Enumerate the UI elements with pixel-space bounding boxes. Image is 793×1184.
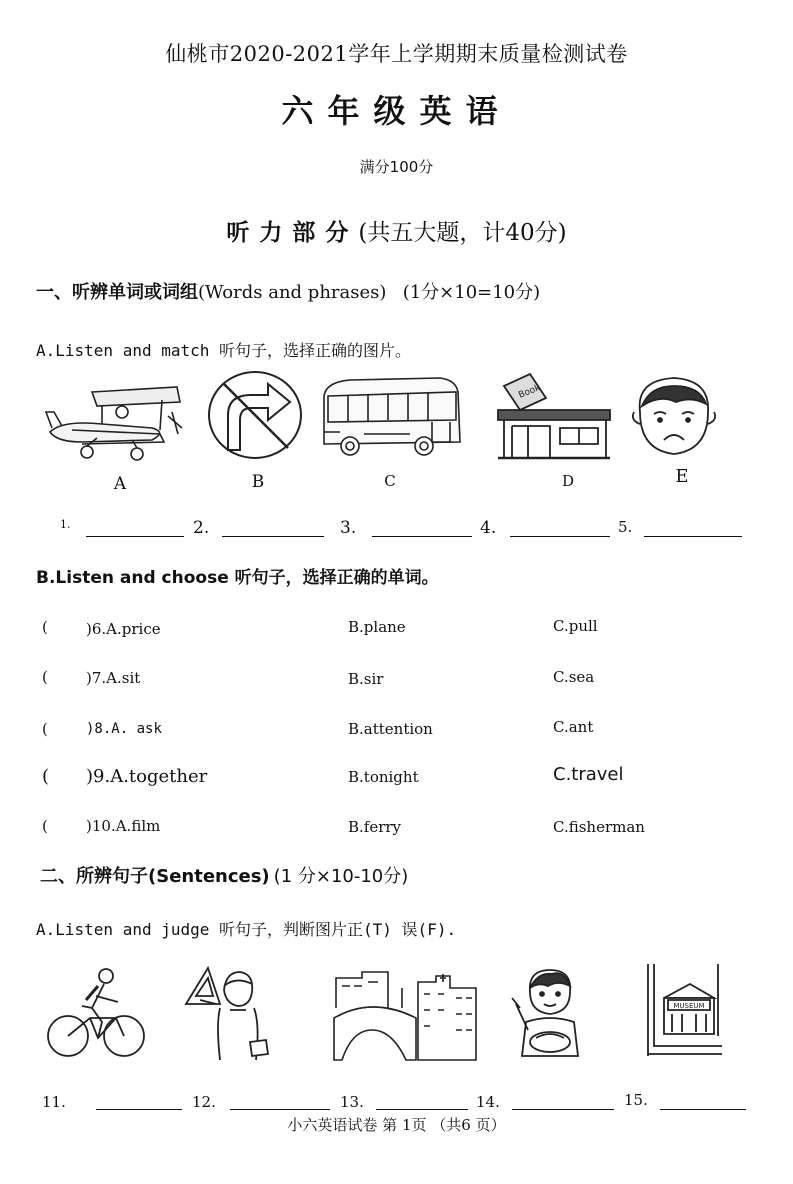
grade-title: 六年级英语 (281, 92, 512, 130)
listening-section-note: (共五大题，计40分) (358, 220, 567, 246)
full-score: 满分100分 (359, 158, 434, 176)
match-number-5: 5. (618, 518, 633, 536)
bookstore-icon (494, 372, 614, 460)
judge-number-11: 11. (42, 1093, 66, 1111)
question-option-a (86, 766, 207, 787)
match-blank-1[interactable] (86, 518, 184, 537)
part2-title: 二、所辨句子 (40, 866, 148, 887)
judge-number-13: 13. (340, 1093, 364, 1111)
no-right-turn-sign-icon (206, 370, 304, 460)
part1-title: 一、听辨单词或词组 (36, 282, 198, 303)
picture-label-e: E (675, 466, 689, 487)
page-footer: 小六英语试卷 第 1页 （共6 页） (287, 1116, 506, 1134)
part1-score: (1分×10=10分) (402, 282, 541, 303)
question-option-c: C.fisherman (553, 818, 645, 836)
question-number: )6. (86, 620, 107, 638)
part2-title-en: (Sentences) (148, 866, 270, 887)
picture-label-b: B (251, 472, 265, 492)
question-option-b: B.attention (348, 720, 433, 738)
judge-number-12: 12. (192, 1093, 216, 1111)
match-number-3: 3. (340, 518, 357, 538)
listening-section-title: 听力部分 (226, 220, 359, 246)
question-option-c: C.sea (553, 668, 595, 686)
question-option-b: B.ferry (348, 818, 402, 836)
picture-label-d: D (561, 472, 575, 490)
part1-instruction-b: B.Listen and choose 听句子，选择正确的单词。 (36, 568, 439, 588)
option-a-text: A.price (106, 620, 161, 638)
judge-blank-13[interactable] (376, 1091, 468, 1110)
svg-text:Book: Book (517, 383, 542, 401)
match-number-1: 1. (60, 518, 71, 531)
answer-paren[interactable]: ( (42, 817, 48, 835)
answer-paren[interactable]: ( (42, 766, 50, 787)
question-option-a (86, 669, 140, 687)
cyclist-icon (46, 966, 146, 1062)
judge-number-14: 14. (476, 1093, 500, 1111)
option-a-text: A. ask (111, 721, 162, 737)
judge-blank-14[interactable] (512, 1091, 614, 1110)
part2-heading (40, 862, 408, 888)
part2-instruction-a: A.Listen and judge 听句子，判断图片正(T) 误(F). (36, 920, 457, 939)
answer-paren[interactable]: ( (42, 618, 48, 636)
exam-title: 仙桃市2020-2021学年上学期期末质量检测试卷 (165, 42, 628, 66)
judge-blank-12[interactable] (230, 1091, 330, 1110)
question-number: )10. (86, 817, 116, 835)
museum-sign-text: MUSEUM (673, 1002, 705, 1010)
town-hospital-icon (332, 968, 478, 1062)
boy-eating-icon (508, 964, 592, 1062)
museum-icon (644, 962, 724, 1060)
question-option-c: C.ant (553, 718, 594, 736)
judge-blank-15[interactable] (660, 1091, 746, 1110)
answer-paren[interactable]: ( (42, 668, 48, 686)
match-blank-3[interactable] (372, 518, 472, 537)
question-option-a (86, 721, 162, 737)
question-number: )9. (86, 766, 111, 787)
question-option-c: C.travel (553, 764, 624, 785)
match-number-4: 4. (480, 518, 497, 538)
question-option-c: C.pull (553, 617, 598, 635)
biplane-icon (42, 372, 182, 464)
match-blank-5[interactable] (644, 518, 742, 537)
picture-label-a: A (113, 474, 127, 494)
listening-section-heading (0, 214, 793, 247)
match-number-2: 2. (193, 518, 210, 538)
part2-score: (1 分×10-10分) (273, 866, 409, 887)
part1-title-en: (Words and phrases) (198, 282, 387, 303)
question-option-a (86, 817, 160, 835)
judge-number-15: 15. (624, 1091, 648, 1109)
question-option-b: B.sir (348, 670, 384, 688)
answer-paren[interactable]: ( (42, 720, 48, 738)
match-blank-4[interactable] (510, 518, 610, 537)
question-option-b: B.plane (348, 618, 406, 636)
option-a-text: A.film (115, 817, 161, 835)
bus-icon (320, 376, 462, 460)
question-number: )8. (86, 721, 112, 737)
question-option-b: B.tonight (348, 768, 419, 786)
judge-blank-11[interactable] (96, 1091, 182, 1110)
match-blank-2[interactable] (222, 518, 324, 537)
question-option-a (86, 620, 161, 638)
option-a-text: A.together (110, 766, 208, 787)
part1-instruction-a: A.Listen and match 听句子，选择正确的图片。 (36, 341, 412, 360)
picture-label-c: C (384, 472, 396, 490)
option-a-text: A.sit (106, 669, 141, 687)
part1-heading (36, 278, 540, 304)
sad-boy-icon (626, 372, 722, 458)
girl-with-triangle-ruler-icon (180, 964, 272, 1064)
question-number: )7. (86, 669, 107, 687)
